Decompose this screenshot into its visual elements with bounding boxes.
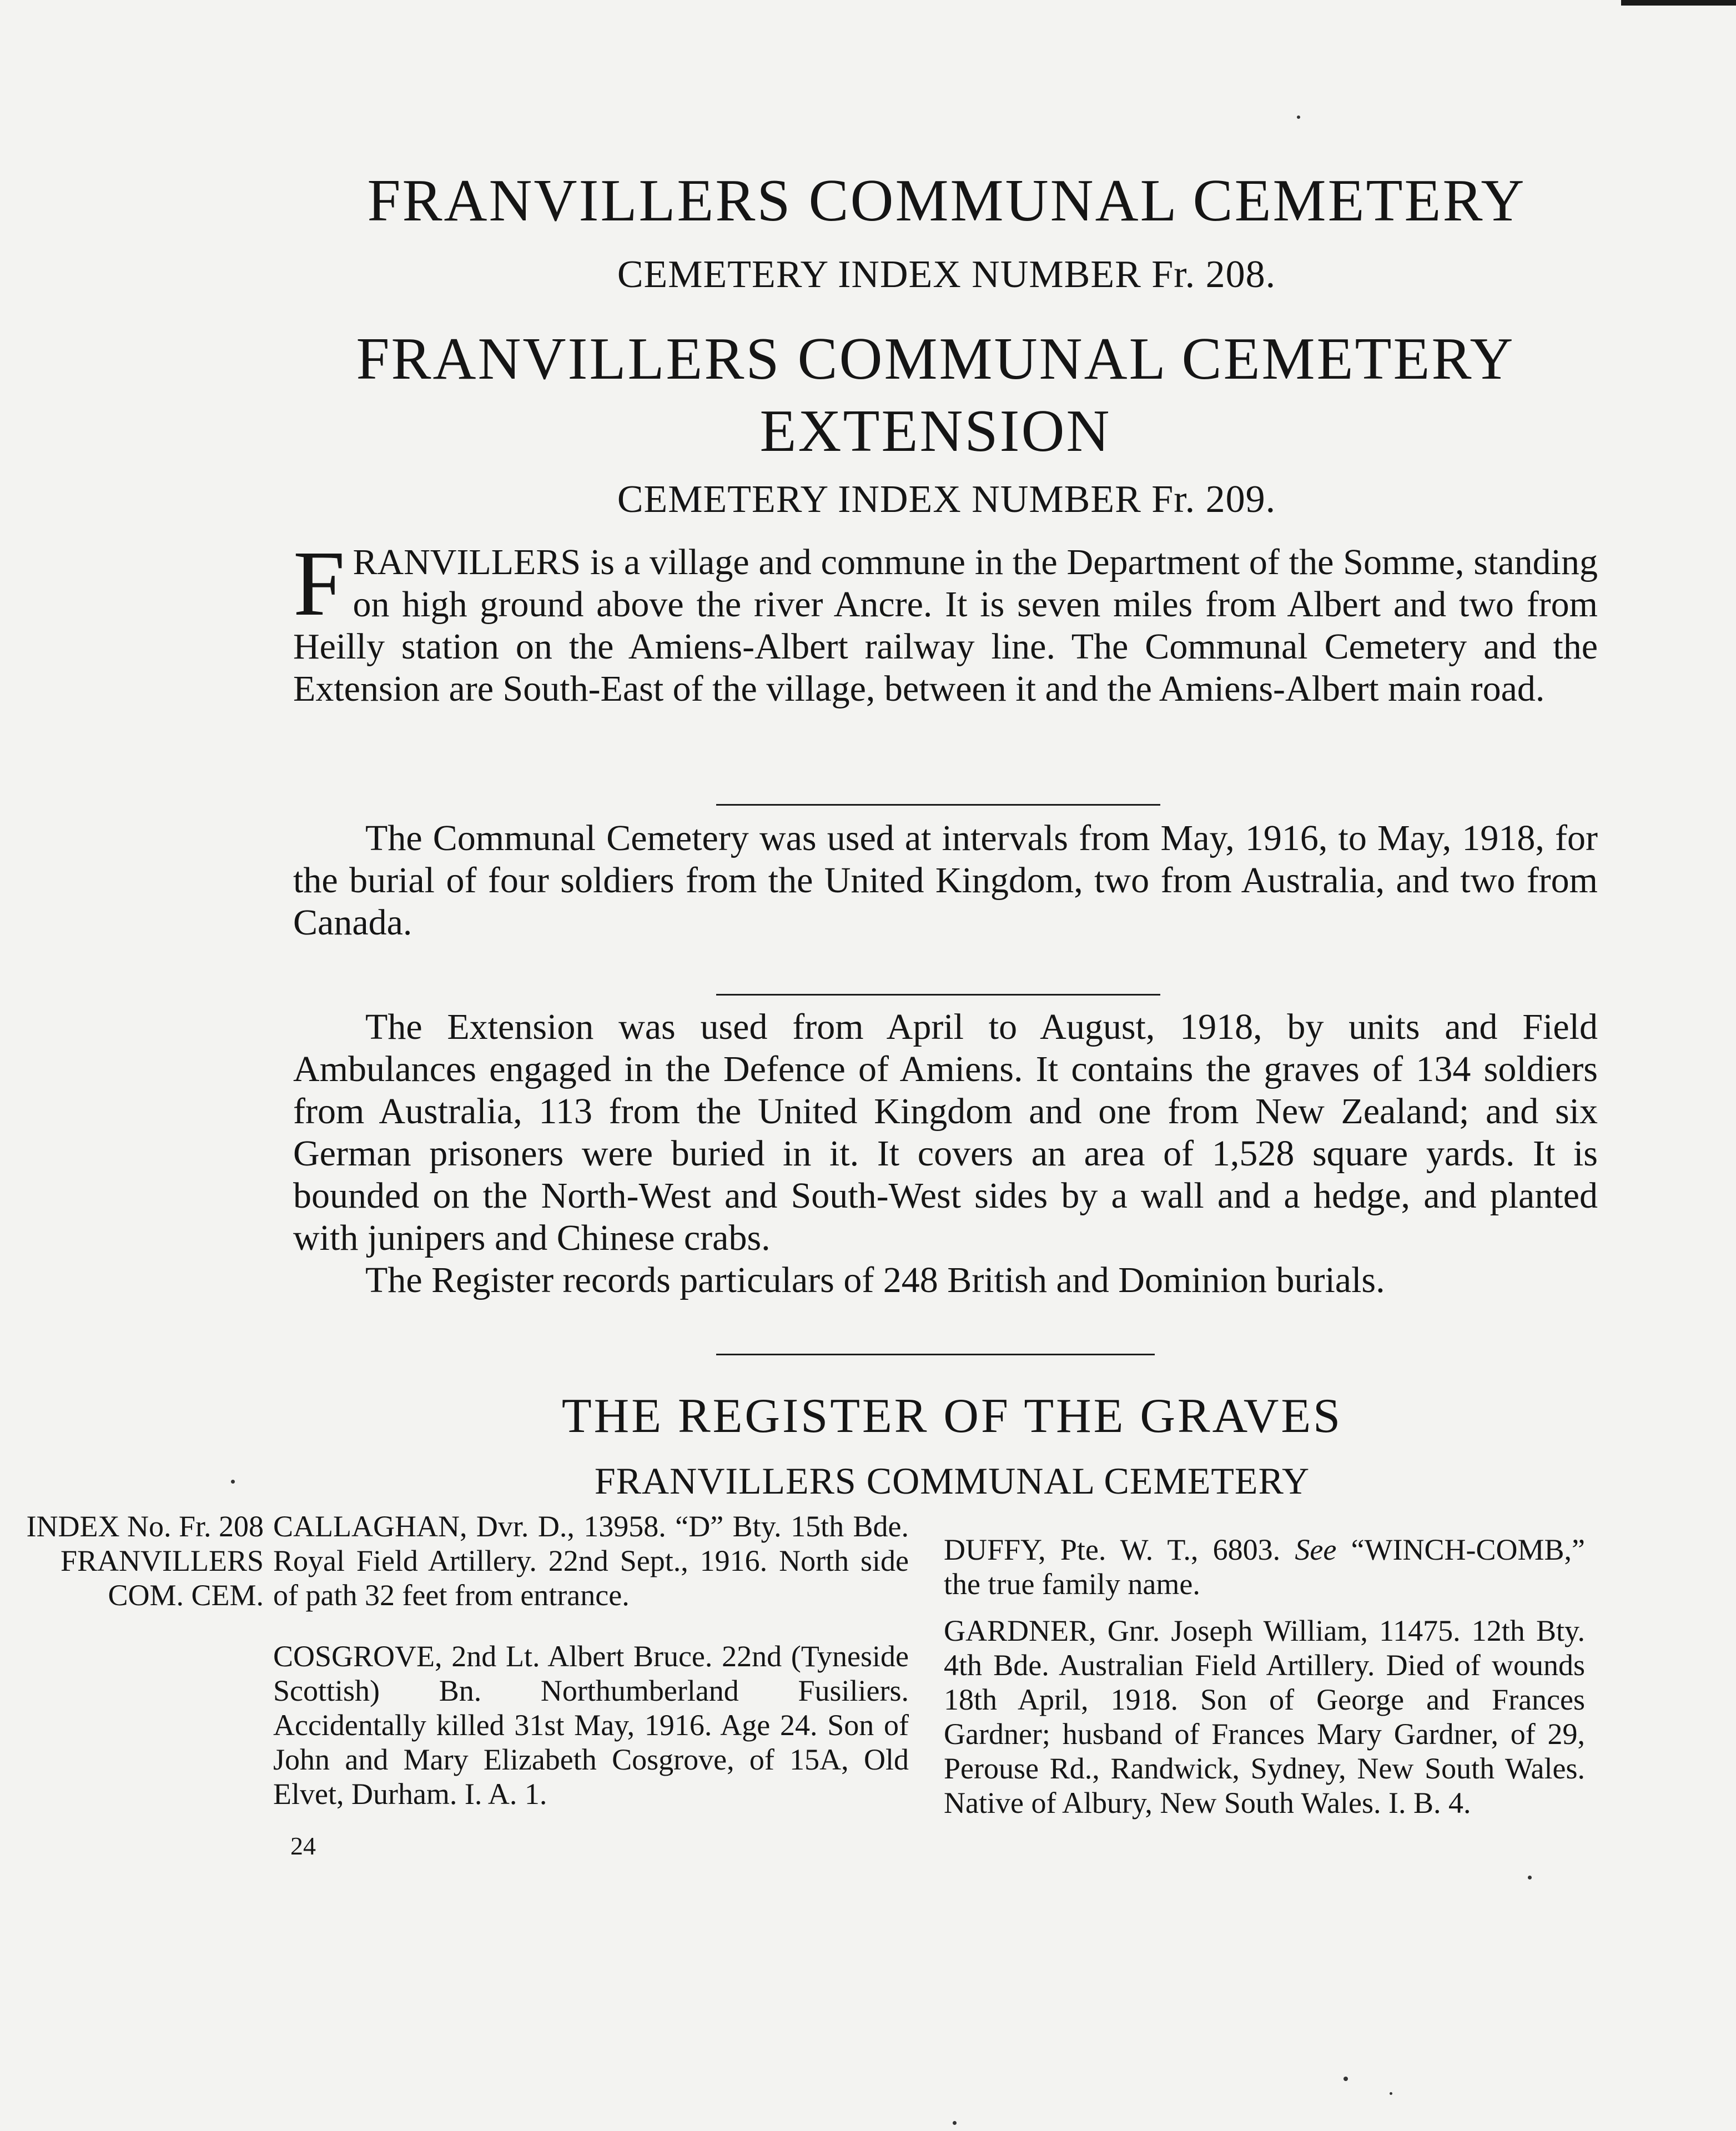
register-subheading: FRANVILLERS COMMUNAL CEMETERY [594, 1460, 1310, 1502]
register-column-left [273, 1509, 909, 1811]
register-column-right [944, 1532, 1585, 1820]
register-count-text: The Register records particulars of 248 British and Dominion burials. [365, 1260, 1385, 1300]
communal-paragraph [293, 817, 1598, 944]
extension-index-number: CEMETERY INDEX NUMBER Fr. 209. [617, 478, 1276, 521]
register-heading: THE REGISTER OF THE GRAVES [561, 1389, 1343, 1443]
intro-paragraph [293, 532, 1598, 710]
index-village-label: FRANVILLERS [60, 1544, 264, 1577]
section-divider [716, 1354, 1155, 1355]
cemetery-title: FRANVILLERS COMMUNAL CEMETERY [367, 168, 1526, 234]
cemetery-index-number: CEMETERY INDEX NUMBER Fr. 208. [617, 253, 1276, 296]
section-divider [716, 994, 1160, 996]
grave-entry: CALLAGHAN, Dvr. D., 13958. “D” Bty. 15th Bde. Royal Field Artillery. 22nd Sept., 1916. North side of path 32 feet from entrance. [273, 1510, 909, 1612]
scan-speck [1390, 2092, 1392, 2095]
page-number: 24 [290, 1832, 316, 1860]
entry-duffy-see: See [1295, 1533, 1337, 1566]
entry-duffy-main: DUFFY, Pte. W. T., 6803. [944, 1533, 1281, 1566]
extension-text: The Extension was used from April to August, 1918, by units and Field Ambulances engaged in the Defence of Amiens. It contains the graves of 134 soldiers from Australia, 113 from the United Kingdom and one from New Zealand; and six German prisoners were buried in it. It covers an area of 1,528 square yards. It is bounded on the North-West and South-West sides by a wall and a hedge, and planted with junipers and Chinese crabs. [293, 1007, 1598, 1258]
index-number-label: INDEX No. Fr. 208 [26, 1510, 264, 1543]
grave-entry: GARDNER, Gnr. Joseph William, 11475. 12th Bty. 4th Bde. Australian Field Artillery. Died of wounds 18th April, 1918. Son of George and Frances Gardner; husband of Frances Mary Gardner, of 29, Perouse Rd., Randwick, Sydney, New South Wales. Native of Albury, New South Wales. I. B. 4. [944, 1614, 1585, 1820]
grave-entry: COSGROVE, 2nd Lt. Albert Bruce. 22nd (Tyneside Scottish) Bn. Northumberland Fusiliers. Accidentally killed 31st May, 1916. Age 24. Son of John and Mary Elizabeth Cosgrove, of 15A, Old Elvet, Durham. I. A. 1. [273, 1640, 909, 1811]
entry-duffy-rest: “WINCH-COMB,” the true family name. [944, 1533, 1585, 1601]
index-label [0, 1509, 264, 1612]
intro-text: RANVILLERS is a village and commune in the Department of the Somme, standing on high ground above the river Ancre. It is seven miles from Albert and two from Heilly station on the Amiens-Albert railway line. The Communal Cemetery and the Extension are South-East of the village, between it and the Amiens-Albert main road. [293, 542, 1598, 709]
communal-text: The Communal Cemetery was used at intervals from May, 1916, to May, 1918, for the burial of four soldiers from the United Kingdom, two from Australia, and two from Canada. [293, 818, 1598, 943]
scan-speck [1343, 2077, 1348, 2081]
grave-entry [944, 1532, 1585, 1601]
scan-speck [953, 2121, 957, 2125]
scan-speck [231, 1480, 235, 1484]
drop-cap: F [293, 532, 345, 635]
scan-speck [1297, 115, 1300, 119]
index-cemetery-label: COM. CEM. [108, 1579, 264, 1612]
section-divider [716, 804, 1160, 806]
scan-speck [1528, 1876, 1532, 1879]
extension-paragraph [293, 1006, 1598, 1301]
extension-title: FRANVILLERS COMMUNAL CEMETERY [356, 326, 1515, 392]
scan-edge-line [1621, 0, 1736, 6]
extension-title-line2: EXTENSION [759, 398, 1111, 464]
